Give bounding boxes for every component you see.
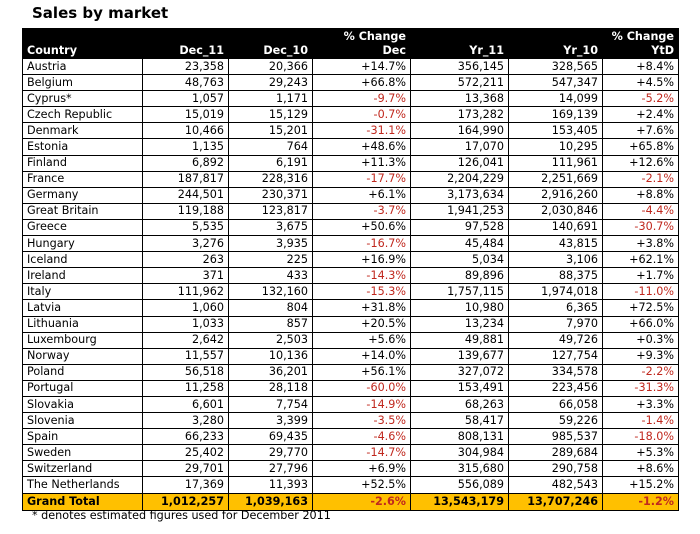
- cell-yr11: 1,757,115: [411, 284, 509, 300]
- cell-pct-dec: -3.7%: [313, 203, 411, 219]
- cell-dec10: 2,503: [229, 332, 313, 348]
- cell-dec11: 11,557: [143, 348, 229, 364]
- cell-yr10: 43,815: [509, 236, 603, 252]
- cell-pct-ytd: -18.0%: [603, 429, 679, 445]
- cell-yr11: 304,984: [411, 445, 509, 461]
- table-row: [23, 332, 679, 348]
- table-row: [23, 75, 679, 91]
- table-row: [23, 413, 679, 429]
- table-row: [23, 139, 679, 155]
- cell-country: Estonia: [23, 139, 143, 155]
- cell-dec11: 48,763: [143, 75, 229, 91]
- cell-yr11: 126,041: [411, 155, 509, 171]
- table-row: [23, 123, 679, 139]
- cell-dec11: 3,280: [143, 413, 229, 429]
- cell-dec11: 2,642: [143, 332, 229, 348]
- table-row: [23, 252, 679, 268]
- cell-pct-ytd: +65.8%: [603, 139, 679, 155]
- cell-pct-ytd: -2.1%: [603, 171, 679, 187]
- header-dec11: Dec_11: [143, 29, 229, 59]
- cell-pct-dec: +52.5%: [313, 477, 411, 493]
- cell-yr10: 6,365: [509, 300, 603, 316]
- cell-dec11: 1,135: [143, 139, 229, 155]
- cell-dec10: 29,243: [229, 75, 313, 91]
- cell-dec10: 15,129: [229, 107, 313, 123]
- cell-yr10: 334,578: [509, 364, 603, 380]
- cell-yr10: 985,537: [509, 429, 603, 445]
- cell-pct-dec: -31.1%: [313, 123, 411, 139]
- cell-pct-dec: -0.7%: [313, 107, 411, 123]
- cell-dec11: 3,276: [143, 236, 229, 252]
- total-dec11: 1,012,257: [143, 493, 229, 510]
- cell-dec10: 225: [229, 252, 313, 268]
- cell-pct-dec: -14.3%: [313, 268, 411, 284]
- cell-yr11: 97,528: [411, 219, 509, 235]
- cell-yr10: 140,691: [509, 219, 603, 235]
- cell-country: Greece: [23, 219, 143, 235]
- cell-dec11: 111,962: [143, 284, 229, 300]
- table-row: [23, 284, 679, 300]
- cell-pct-ytd: +8.4%: [603, 59, 679, 75]
- cell-dec10: 28,118: [229, 380, 313, 396]
- cell-dec11: 11,258: [143, 380, 229, 396]
- cell-yr11: 45,484: [411, 236, 509, 252]
- total-pct-dec: -2.6%: [313, 493, 411, 510]
- table-row: [23, 107, 679, 123]
- cell-pct-ytd: -5.2%: [603, 91, 679, 107]
- cell-dec10: 27,796: [229, 461, 313, 477]
- cell-pct-dec: +56.1%: [313, 364, 411, 380]
- cell-pct-dec: -14.7%: [313, 445, 411, 461]
- table-row: [23, 348, 679, 364]
- cell-dec10: 123,817: [229, 203, 313, 219]
- cell-dec10: 69,435: [229, 429, 313, 445]
- cell-pct-dec: -17.7%: [313, 171, 411, 187]
- cell-yr10: 7,970: [509, 316, 603, 332]
- cell-pct-ytd: +72.5%: [603, 300, 679, 316]
- cell-country: Iceland: [23, 252, 143, 268]
- cell-yr11: 5,034: [411, 252, 509, 268]
- table-body: [23, 59, 679, 494]
- cell-yr11: 572,211: [411, 75, 509, 91]
- cell-yr10: 88,375: [509, 268, 603, 284]
- cell-country: Denmark: [23, 123, 143, 139]
- cell-country: Luxembourg: [23, 332, 143, 348]
- cell-pct-ytd: +8.6%: [603, 461, 679, 477]
- cell-yr11: 315,680: [411, 461, 509, 477]
- cell-dec10: 857: [229, 316, 313, 332]
- cell-yr10: 3,106: [509, 252, 603, 268]
- cell-dec11: 1,033: [143, 316, 229, 332]
- cell-yr11: 58,417: [411, 413, 509, 429]
- cell-dec11: 10,466: [143, 123, 229, 139]
- cell-country: Portugal: [23, 380, 143, 396]
- cell-yr11: 13,234: [411, 316, 509, 332]
- cell-yr10: 66,058: [509, 396, 603, 412]
- cell-pct-dec: +50.6%: [313, 219, 411, 235]
- table-row: [23, 59, 679, 75]
- cell-pct-ytd: +7.6%: [603, 123, 679, 139]
- cell-pct-dec: -4.6%: [313, 429, 411, 445]
- cell-dec10: 804: [229, 300, 313, 316]
- cell-country: Norway: [23, 348, 143, 364]
- cell-yr10: 1,974,018: [509, 284, 603, 300]
- cell-pct-dec: -15.3%: [313, 284, 411, 300]
- cell-dec10: 6,191: [229, 155, 313, 171]
- table-row: [23, 171, 679, 187]
- cell-dec11: 66,233: [143, 429, 229, 445]
- cell-dec10: 1,171: [229, 91, 313, 107]
- cell-country: France: [23, 171, 143, 187]
- cell-pct-ytd: +5.3%: [603, 445, 679, 461]
- cell-yr11: 89,896: [411, 268, 509, 284]
- cell-yr10: 2,030,846: [509, 203, 603, 219]
- cell-yr11: 49,881: [411, 332, 509, 348]
- cell-pct-ytd: +9.3%: [603, 348, 679, 364]
- cell-yr10: 2,251,669: [509, 171, 603, 187]
- cell-pct-dec: -60.0%: [313, 380, 411, 396]
- cell-pct-ytd: -31.3%: [603, 380, 679, 396]
- header-yr10: Yr_10: [509, 29, 603, 59]
- table-row: [23, 396, 679, 412]
- cell-dec10: 764: [229, 139, 313, 155]
- cell-yr10: 2,916,260: [509, 187, 603, 203]
- cell-dec10: 3,399: [229, 413, 313, 429]
- cell-pct-dec: -16.7%: [313, 236, 411, 252]
- cell-dec11: 25,402: [143, 445, 229, 461]
- cell-pct-dec: +11.3%: [313, 155, 411, 171]
- cell-pct-ytd: +66.0%: [603, 316, 679, 332]
- cell-country: Germany: [23, 187, 143, 203]
- cell-yr10: 290,758: [509, 461, 603, 477]
- cell-dec10: 433: [229, 268, 313, 284]
- cell-country: Spain: [23, 429, 143, 445]
- cell-yr10: 10,295: [509, 139, 603, 155]
- cell-yr10: 14,099: [509, 91, 603, 107]
- cell-yr11: 173,282: [411, 107, 509, 123]
- cell-country: Switzerland: [23, 461, 143, 477]
- cell-yr10: 153,405: [509, 123, 603, 139]
- cell-dec11: 263: [143, 252, 229, 268]
- cell-dec10: 10,136: [229, 348, 313, 364]
- table-footer: [23, 493, 679, 510]
- cell-yr11: 139,677: [411, 348, 509, 364]
- cell-dec11: 56,518: [143, 364, 229, 380]
- cell-pct-dec: +16.9%: [313, 252, 411, 268]
- header-pct-dec: [313, 29, 411, 59]
- cell-country: Slovenia: [23, 413, 143, 429]
- cell-dec11: 5,535: [143, 219, 229, 235]
- cell-dec11: 187,817: [143, 171, 229, 187]
- cell-country: Czech Republic: [23, 107, 143, 123]
- cell-yr11: 1,941,253: [411, 203, 509, 219]
- cell-dec10: 230,371: [229, 187, 313, 203]
- cell-yr11: 68,263: [411, 396, 509, 412]
- table-row: [23, 316, 679, 332]
- cell-pct-dec: +31.8%: [313, 300, 411, 316]
- cell-yr10: 223,456: [509, 380, 603, 396]
- cell-dec11: 6,601: [143, 396, 229, 412]
- cell-pct-ytd: +3.3%: [603, 396, 679, 412]
- cell-yr11: 556,089: [411, 477, 509, 493]
- cell-pct-ytd: -11.0%: [603, 284, 679, 300]
- cell-country: Poland: [23, 364, 143, 380]
- total-row: [23, 493, 679, 510]
- total-yr10: 13,707,246: [509, 493, 603, 510]
- cell-country: Sweden: [23, 445, 143, 461]
- cell-country: Finland: [23, 155, 143, 171]
- cell-pct-dec: +6.1%: [313, 187, 411, 203]
- cell-yr10: 482,543: [509, 477, 603, 493]
- table-row: [23, 461, 679, 477]
- cell-pct-ytd: -2.2%: [603, 364, 679, 380]
- cell-pct-ytd: +0.3%: [603, 332, 679, 348]
- cell-dec11: 15,019: [143, 107, 229, 123]
- header-dec10: Dec_10: [229, 29, 313, 59]
- cell-country: Lithuania: [23, 316, 143, 332]
- cell-dec10: 3,675: [229, 219, 313, 235]
- table-row: [23, 203, 679, 219]
- cell-yr11: 356,145: [411, 59, 509, 75]
- cell-pct-ytd: +15.2%: [603, 477, 679, 493]
- cell-dec11: 244,501: [143, 187, 229, 203]
- table-row: [23, 300, 679, 316]
- cell-dec11: 371: [143, 268, 229, 284]
- cell-country: Ireland: [23, 268, 143, 284]
- cell-yr11: 13,368: [411, 91, 509, 107]
- cell-dec11: 6,892: [143, 155, 229, 171]
- total-country: Grand Total: [23, 493, 143, 510]
- cell-dec10: 228,316: [229, 171, 313, 187]
- cell-yr10: 289,684: [509, 445, 603, 461]
- cell-pct-ytd: +4.5%: [603, 75, 679, 91]
- cell-pct-dec: +5.6%: [313, 332, 411, 348]
- table-row: [23, 268, 679, 284]
- cell-yr11: 3,173,634: [411, 187, 509, 203]
- cell-dec10: 15,201: [229, 123, 313, 139]
- cell-dec10: 11,393: [229, 477, 313, 493]
- cell-country: Great Britain: [23, 203, 143, 219]
- table-row: [23, 429, 679, 445]
- total-pct-ytd: -1.2%: [603, 493, 679, 510]
- total-yr11: 13,543,179: [411, 493, 509, 510]
- table-header: [23, 29, 679, 59]
- sales-table: [22, 28, 679, 511]
- total-dec10: 1,039,163: [229, 493, 313, 510]
- cell-pct-dec: -14.9%: [313, 396, 411, 412]
- cell-yr11: 17,070: [411, 139, 509, 155]
- cell-dec10: 3,935: [229, 236, 313, 252]
- cell-pct-ytd: -4.4%: [603, 203, 679, 219]
- cell-yr11: 327,072: [411, 364, 509, 380]
- table-row: [23, 187, 679, 203]
- cell-yr10: 49,726: [509, 332, 603, 348]
- cell-dec11: 1,060: [143, 300, 229, 316]
- cell-dec11: 23,358: [143, 59, 229, 75]
- table-row: [23, 380, 679, 396]
- cell-pct-ytd: +3.8%: [603, 236, 679, 252]
- cell-dec10: 7,754: [229, 396, 313, 412]
- cell-pct-dec: +14.0%: [313, 348, 411, 364]
- cell-yr10: 59,226: [509, 413, 603, 429]
- cell-pct-dec: -3.5%: [313, 413, 411, 429]
- cell-yr11: 153,491: [411, 380, 509, 396]
- table-row: [23, 364, 679, 380]
- page-title: Sales by market: [32, 4, 169, 22]
- cell-yr10: 328,565: [509, 59, 603, 75]
- cell-country: Belgium: [23, 75, 143, 91]
- header-pct-ytd-line2: YtD: [651, 44, 674, 57]
- cell-pct-ytd: +1.7%: [603, 268, 679, 284]
- cell-country: Slovakia: [23, 396, 143, 412]
- cell-country: Hungary: [23, 236, 143, 252]
- header-pct-dec-line1: % Change: [343, 30, 406, 43]
- cell-pct-ytd: +8.8%: [603, 187, 679, 203]
- cell-dec11: 29,701: [143, 461, 229, 477]
- table-row: [23, 477, 679, 493]
- cell-dec11: 119,188: [143, 203, 229, 219]
- cell-yr10: 169,139: [509, 107, 603, 123]
- table-row: [23, 236, 679, 252]
- cell-pct-dec: -9.7%: [313, 91, 411, 107]
- cell-country: Latvia: [23, 300, 143, 316]
- header-pct-ytd-line1: % Change: [611, 30, 674, 43]
- cell-yr11: 10,980: [411, 300, 509, 316]
- cell-pct-ytd: -1.4%: [603, 413, 679, 429]
- header-yr11: Yr_11: [411, 29, 509, 59]
- cell-pct-dec: +66.8%: [313, 75, 411, 91]
- cell-country: Italy: [23, 284, 143, 300]
- cell-pct-ytd: -30.7%: [603, 219, 679, 235]
- header-country: Country: [23, 29, 143, 59]
- cell-pct-ytd: +12.6%: [603, 155, 679, 171]
- table-row: [23, 155, 679, 171]
- cell-yr11: 808,131: [411, 429, 509, 445]
- cell-country: The Netherlands: [23, 477, 143, 493]
- cell-dec11: 1,057: [143, 91, 229, 107]
- cell-yr10: 547,347: [509, 75, 603, 91]
- table-row: [23, 445, 679, 461]
- cell-country: Cyprus*: [23, 91, 143, 107]
- cell-dec11: 17,369: [143, 477, 229, 493]
- cell-pct-dec: +48.6%: [313, 139, 411, 155]
- cell-country: Austria: [23, 59, 143, 75]
- footnote: * denotes estimated figures used for December 2011: [32, 509, 331, 522]
- cell-yr11: 2,204,229: [411, 171, 509, 187]
- header-row: [23, 29, 679, 59]
- cell-pct-ytd: +2.4%: [603, 107, 679, 123]
- header-pct-ytd: [603, 29, 679, 59]
- cell-pct-dec: +14.7%: [313, 59, 411, 75]
- cell-pct-ytd: +62.1%: [603, 252, 679, 268]
- table-row: [23, 91, 679, 107]
- cell-pct-dec: +6.9%: [313, 461, 411, 477]
- cell-yr10: 127,754: [509, 348, 603, 364]
- cell-dec10: 132,160: [229, 284, 313, 300]
- cell-yr11: 164,990: [411, 123, 509, 139]
- cell-dec10: 20,366: [229, 59, 313, 75]
- cell-dec10: 36,201: [229, 364, 313, 380]
- header-pct-dec-line2: Dec: [382, 44, 406, 57]
- cell-pct-dec: +20.5%: [313, 316, 411, 332]
- cell-dec10: 29,770: [229, 445, 313, 461]
- table-row: [23, 219, 679, 235]
- cell-yr10: 111,961: [509, 155, 603, 171]
